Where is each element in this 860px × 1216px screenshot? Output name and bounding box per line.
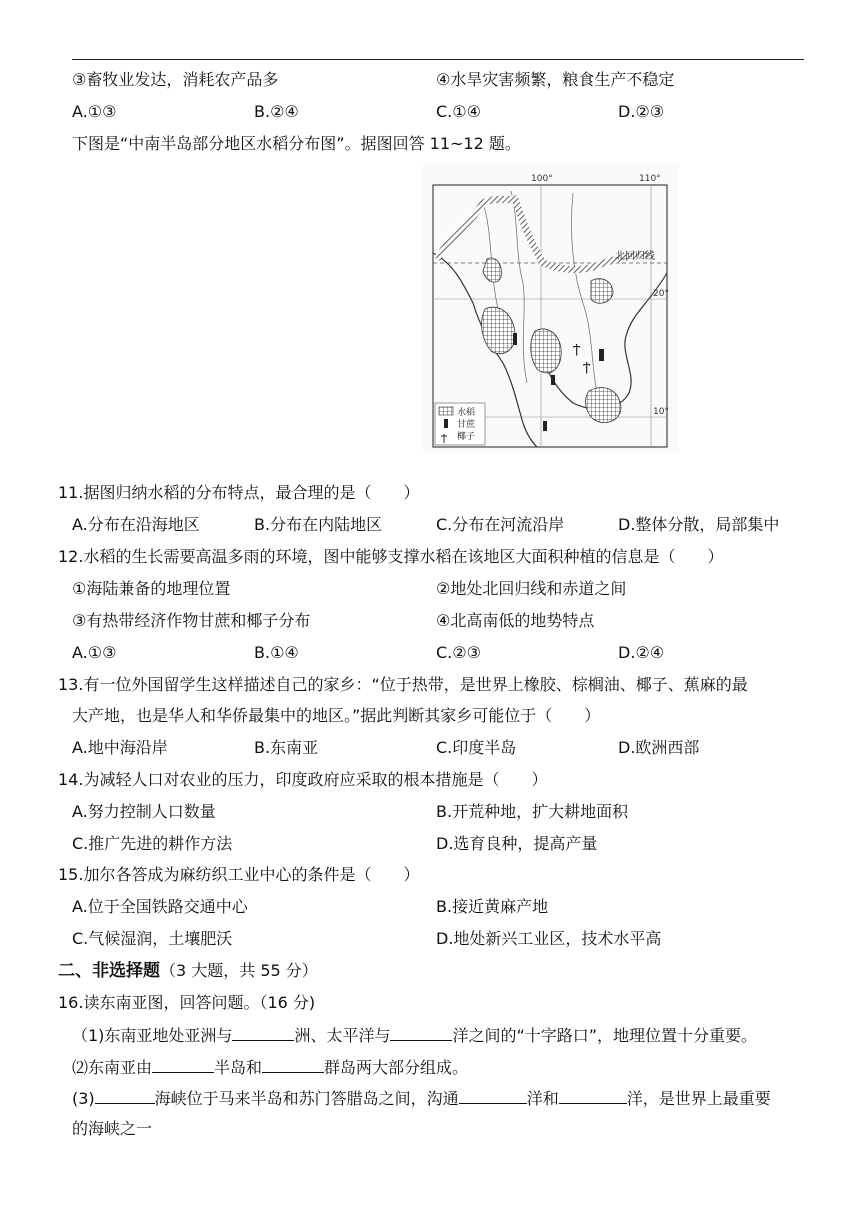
q11-option-b: B.分布在内陆地区 xyxy=(254,515,383,534)
q12-option-d: D.②④ xyxy=(618,643,665,662)
blank-ocean-2[interactable] xyxy=(559,1087,627,1104)
q16-part3-text-d: 洋，是世界上最重要 xyxy=(626,1089,771,1108)
blank-ocean-1[interactable] xyxy=(459,1087,527,1104)
legend-sugarcane-swatch xyxy=(444,419,448,428)
legend-rice-swatch xyxy=(439,407,453,415)
coconut-mark: Ϯ xyxy=(583,360,591,374)
section-2-title: 二、非选择题 xyxy=(58,961,160,981)
q10-option-c: C.①④ xyxy=(436,102,481,121)
q12-option-a: A.①③ xyxy=(72,643,117,662)
q16-part1-text-a: （1)东南亚地处亚洲与 xyxy=(72,1026,233,1045)
q16-part2 xyxy=(72,1056,468,1079)
q13-stem-line1: 13.有一位外国留学生这样描述自己的家乡：“位于热带，是世界上橡胶、棕榈油、椰子、蕉麻的最 xyxy=(58,675,748,694)
blank-continent[interactable] xyxy=(232,1024,294,1041)
lat-10-label: 10° xyxy=(653,407,669,417)
q10-option-d: D.②③ xyxy=(618,102,665,121)
tropic-label: 北回归线 xyxy=(615,251,655,262)
q14-option-c: C.推广先进的耕作方法 xyxy=(72,834,233,853)
q12-item-2: ②地处北回归线和赤道之间 xyxy=(436,579,627,598)
blank-strait[interactable] xyxy=(95,1087,155,1104)
sugarcane-mark xyxy=(599,349,604,361)
header-rule xyxy=(72,59,804,60)
legend-coconut-label: 椰子 xyxy=(457,432,476,442)
q15-option-c: C.气候湿润，土壤肥沃 xyxy=(72,929,233,948)
q16-part1-text-c: 洋之间的“十字路口”，地理位置十分重要。 xyxy=(452,1026,758,1045)
coconut-mark: Ϯ xyxy=(573,342,581,356)
q14-option-d: D.选育良种，提高产量 xyxy=(436,834,598,853)
q16-part2-text-a: ⑵东南亚由 xyxy=(72,1058,153,1077)
q16-part3-cont: 的海峡之一 xyxy=(72,1119,153,1138)
q12-item-1: ①海陆兼备的地理位置 xyxy=(72,579,231,598)
map-intro: 下图是“中南半岛部分地区水稻分布图”。据图回答 11~12 题。 xyxy=(72,134,521,153)
q15-option-b: B.接近黄麻产地 xyxy=(436,897,549,916)
q11-option-d: D.整体分散，局部集中 xyxy=(618,515,780,534)
sugarcane-mark xyxy=(513,333,517,345)
q12-option-b: B.①④ xyxy=(254,643,299,662)
q15-stem: 15.加尔各答成为麻纺织工业中心的条件是（ ） xyxy=(58,865,420,884)
lat-20-label: 20° xyxy=(653,289,669,299)
q13-option-d: D.欧洲西部 xyxy=(618,738,700,757)
q11-stem: 11.据图归纳水稻的分布特点，最合理的是（ ） xyxy=(58,483,420,502)
sugarcane-mark xyxy=(551,375,555,385)
sugarcane-mark xyxy=(543,421,547,431)
q15-option-a: A.位于全国铁路交通中心 xyxy=(72,897,248,916)
legend-sugarcane-label: 甘蔗 xyxy=(457,420,476,430)
q16-part1-text-b: 洲、太平洋与 xyxy=(294,1026,391,1045)
q12-stem: 12.水稻的生长需要高温多雨的环境，图中能够支撑水稻在该地区大面积种植的信息是（ ） xyxy=(58,547,724,566)
q16-part3-text-a: (3) xyxy=(72,1089,95,1108)
q16-part1 xyxy=(72,1024,757,1047)
q11-option-a: A.分布在沿海地区 xyxy=(72,515,200,534)
legend-coconut-swatch: Ϯ xyxy=(441,433,448,444)
blank-ocean[interactable] xyxy=(390,1024,452,1041)
q13-option-c: C.印度半岛 xyxy=(436,738,517,757)
q14-option-b: B.开荒种地，扩大耕地面积 xyxy=(436,802,629,821)
item-4: ④水旱灾害频繁，粮食生产不稳定 xyxy=(436,70,675,89)
q11-option-c: C.分布在河流沿岸 xyxy=(436,515,565,534)
q14-stem: 14.为减轻人口对农业的压力，印度政府应采取的根本措施是（ ） xyxy=(58,770,548,789)
blank-archipelago[interactable] xyxy=(262,1056,324,1073)
q15-option-d: D.地处新兴工业区，技术水平高 xyxy=(436,929,662,948)
item-3: ③畜牧业发达，消耗农产品多 xyxy=(72,70,279,89)
section-2-heading xyxy=(58,960,318,982)
q16-part2-text-c: 群岛两大部分组成。 xyxy=(324,1058,469,1077)
q16-part3-text-c: 洋和 xyxy=(526,1089,559,1108)
q16-stem: 16.读东南亚图，回答问题。（16 分) xyxy=(58,993,316,1012)
section-2-note: （3 大题，共 55 分） xyxy=(160,961,318,980)
q16-part3 xyxy=(72,1087,771,1110)
q13-option-b: B.东南亚 xyxy=(254,738,319,757)
q10-option-b: B.②④ xyxy=(254,102,299,121)
q13-stem-line2: 大产地，也是华人和华侨最集中的地区。”据此判断其家乡可能位于（ ） xyxy=(72,706,601,725)
legend-rice-label: 水稻 xyxy=(457,408,476,418)
lon-100-label: 100° xyxy=(531,174,553,184)
q13-option-a: A.地中海沿岸 xyxy=(72,738,168,757)
blank-peninsula[interactable] xyxy=(152,1056,214,1073)
q12-option-c: C.②③ xyxy=(436,643,481,662)
q16-part2-text-b: 半岛和 xyxy=(214,1058,263,1077)
q10-option-a: A.①③ xyxy=(72,102,117,121)
lon-110-label: 110° xyxy=(639,174,661,184)
q12-item-4: ④北高南低的地势特点 xyxy=(436,611,595,630)
q16-part3-text-b: 海峡位于马来半岛和苏门答腊岛之间，沟通 xyxy=(154,1089,459,1108)
q12-item-3: ③有热带经济作物甘蔗和椰子分布 xyxy=(72,611,311,630)
q14-option-a: A.努力控制人口数量 xyxy=(72,802,216,821)
rice-distribution-map xyxy=(423,163,679,453)
